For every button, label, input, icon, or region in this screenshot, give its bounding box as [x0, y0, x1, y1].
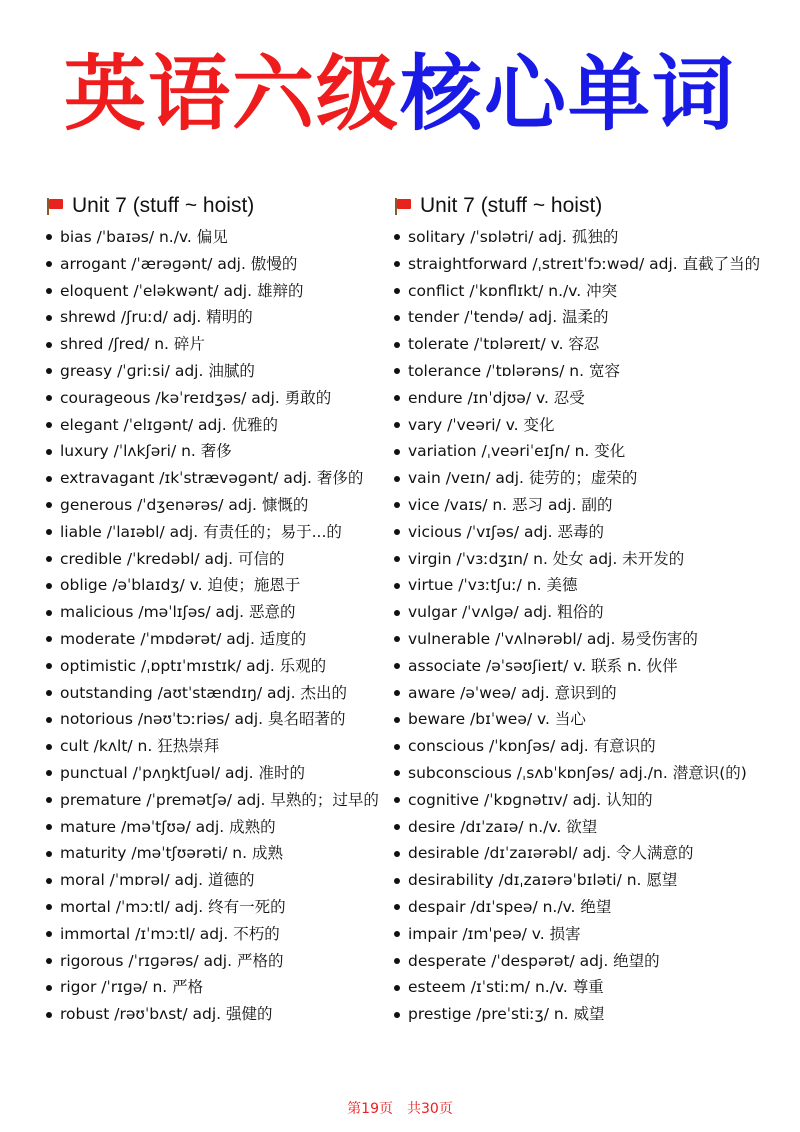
bullet-icon: [46, 234, 52, 240]
word-entry: vulgar /ˈvʌlɡə/ adj. 粗俗的: [408, 603, 604, 622]
word-entry: tolerate /ˈtɒləreɪt/ v. 容忍: [408, 335, 600, 354]
word-entry: tolerance /ˈtɒlərəns/ n. 宽容: [408, 361, 620, 380]
word-entry: oblige /əˈblaɪdʒ/ v. 迫使；施恩于: [60, 576, 301, 595]
word-entry: virtue /ˈvɜːtʃuː/ n. 美德: [408, 576, 578, 595]
list-item: [392, 733, 772, 760]
list-item: [392, 948, 772, 975]
list-item: [44, 921, 389, 948]
right-word-list: [392, 224, 772, 1028]
list-item: [392, 251, 772, 278]
list-item: [392, 894, 772, 921]
word-entry: desirable /dɪˈzaɪərəbl/ adj. 令人满意的: [408, 844, 694, 863]
bullet-icon: [394, 851, 400, 857]
word-entry: vicious /ˈvɪʃəs/ adj. 恶毒的: [408, 522, 604, 541]
list-item: [44, 385, 389, 412]
word-entry: elegant /ˈelɪɡənt/ adj. 优雅的: [60, 415, 279, 434]
list-item: [44, 278, 389, 305]
list-item: [44, 438, 389, 465]
word-entry: courageous /kəˈreɪdʒəs/ adj. 勇敢的: [60, 388, 332, 407]
list-item: [392, 840, 772, 867]
word-entry: punctual /ˈpʌŋktʃuəl/ adj. 准时的: [60, 763, 306, 782]
bullet-icon: [46, 502, 52, 508]
left-column: [44, 190, 389, 1028]
word-entry: vulnerable /ˈvʌlnərəbl/ adj. 易受伤害的: [408, 629, 698, 648]
word-entry: malicious /məˈlɪʃəs/ adj. 恶意的: [60, 603, 296, 622]
bullet-icon: [394, 878, 400, 884]
word-entry: mortal /ˈmɔːtl/ adj. 终有一死的: [60, 897, 286, 916]
word-entry: bias /ˈbaɪəs/ n./v. 偏见: [60, 228, 228, 246]
list-item: [392, 1001, 772, 1028]
bullet-icon: [394, 797, 400, 803]
word-entry: cognitive /ˈkɒɡnətɪv/ adj. 认知的: [408, 790, 653, 809]
list-item: [392, 760, 772, 787]
word-entry: rigorous /ˈrɪɡərəs/ adj. 严格的: [60, 951, 284, 970]
list-item: [392, 680, 772, 707]
bullet-icon: [394, 529, 400, 535]
list-item: [392, 492, 772, 519]
word-entry: tender /ˈtendə/ adj. 温柔的: [408, 308, 609, 327]
list-item: [392, 519, 772, 546]
bullet-icon: [394, 368, 400, 374]
word-entry: desire /dɪˈzaɪə/ n./v. 欲望: [408, 817, 598, 836]
bullet-icon: [394, 770, 400, 776]
bullet-icon: [394, 717, 400, 723]
word-entry: associate /əˈsəʊʃieɪt/ v. 联系 n. 伙伴: [408, 656, 678, 675]
bullet-icon: [394, 234, 400, 240]
bullet-icon: [394, 315, 400, 321]
bullet-icon: [46, 556, 52, 562]
bullet-icon: [394, 422, 400, 428]
red-flag-icon: [392, 195, 414, 217]
list-item: [392, 787, 772, 814]
list-item: [44, 572, 389, 599]
bullet-icon: [394, 502, 400, 508]
bullet-icon: [46, 288, 52, 294]
list-item: [392, 572, 772, 599]
word-entry: liable /ˈlaɪəbl/ adj. 有责任的；易于...的: [60, 522, 342, 541]
bullet-icon: [46, 261, 52, 267]
list-item: [392, 706, 772, 733]
page-footer: [0, 1098, 800, 1118]
bullet-icon: [46, 663, 52, 669]
word-entry: beware /bɪˈweə/ v. 当心: [408, 710, 586, 729]
word-entry: credible /ˈkredəbl/ adj. 可信的: [60, 549, 285, 568]
list-item: [44, 867, 389, 894]
list-item: [392, 358, 772, 385]
word-entry: greasy /ˈɡriːsi/ adj. 油腻的: [60, 361, 255, 380]
list-item: [44, 465, 389, 492]
list-item: [44, 599, 389, 626]
list-item: [44, 1001, 389, 1028]
bullet-icon: [394, 931, 400, 937]
word-entry: mature /məˈtʃʊə/ adj. 成熟的: [60, 817, 276, 836]
list-item: [392, 278, 772, 305]
red-flag-icon: [44, 195, 66, 217]
page-total: 共30页: [407, 1101, 453, 1117]
bullet-icon: [394, 583, 400, 589]
bullet-icon: [46, 315, 52, 321]
bullet-icon: [46, 904, 52, 910]
bullet-icon: [394, 824, 400, 830]
list-item: [392, 304, 772, 331]
bullet-icon: [394, 449, 400, 455]
bullet-icon: [46, 931, 52, 937]
list-item: [44, 680, 389, 707]
bullet-icon: [46, 476, 52, 482]
list-item: [392, 465, 772, 492]
list-item: [44, 626, 389, 653]
word-entry: maturity /məˈtʃʊərəti/ n. 成熟: [60, 844, 283, 863]
list-item: [44, 760, 389, 787]
list-item: [44, 948, 389, 975]
list-item: [392, 224, 772, 251]
bullet-icon: [394, 610, 400, 616]
bullet-icon: [46, 717, 52, 723]
bullet-icon: [46, 342, 52, 348]
word-entry: robust /rəʊˈbʌst/ adj. 强健的: [60, 1005, 273, 1024]
left-word-list: [44, 224, 389, 1028]
word-entry: cult /kʌlt/ n. 狂热崇拜: [60, 737, 220, 756]
word-entry: desirability /dɪˌzaɪərəˈbɪləti/ n. 愿望: [408, 871, 678, 890]
list-item: [44, 894, 389, 921]
list-item: [44, 224, 389, 251]
word-entry: vain /veɪn/ adj. 徒劳的；虚荣的: [408, 469, 638, 488]
list-item: [44, 653, 389, 680]
list-item: [392, 546, 772, 573]
list-item: [392, 385, 772, 412]
list-item: [392, 921, 772, 948]
bullet-icon: [46, 529, 52, 535]
list-item: [392, 412, 772, 439]
word-entry: vary /ˈveəri/ v. 变化: [408, 415, 555, 434]
page-number: 第19页: [347, 1101, 393, 1117]
bullet-icon: [46, 395, 52, 401]
word-entry: subconscious /ˌsʌbˈkɒnʃəs/ adj./n. 潜意识(的): [408, 763, 747, 782]
list-item: [44, 304, 389, 331]
list-item: [44, 787, 389, 814]
list-item: [392, 438, 772, 465]
word-entry: solitary /ˈsɒlətri/ adj. 孤独的: [408, 228, 619, 246]
left-heading-text: Unit 7 (stuff ~ hoist): [72, 194, 255, 217]
right-heading-text: Unit 7 (stuff ~ hoist): [420, 194, 603, 217]
word-entry: eloquent /ˈeləkwənt/ adj. 雄辩的: [60, 281, 304, 300]
bullet-icon: [46, 744, 52, 750]
bullet-icon: [46, 878, 52, 884]
word-entry: generous /ˈdʒenərəs/ adj. 慷慨的: [60, 495, 309, 514]
bullet-icon: [46, 770, 52, 776]
list-item: [392, 626, 772, 653]
bullet-icon: [46, 583, 52, 589]
bullet-icon: [394, 663, 400, 669]
word-entry: arrogant /ˈærəɡənt/ adj. 傲慢的: [60, 254, 298, 273]
list-item: [44, 733, 389, 760]
word-entry: endure /ɪnˈdjʊə/ v. 忍受: [408, 388, 585, 407]
bullet-icon: [46, 824, 52, 830]
bullet-icon: [46, 422, 52, 428]
bullet-icon: [46, 851, 52, 857]
word-entry: premature /ˈpremətʃə/ adj. 早熟的；过早的: [60, 790, 379, 809]
word-entry: impair /ɪmˈpeə/ v. 损害: [408, 924, 581, 943]
list-item: [44, 974, 389, 1001]
bullet-icon: [46, 636, 52, 642]
bullet-icon: [394, 395, 400, 401]
title-part-blue: 核心单词: [400, 47, 737, 142]
page-title: [0, 40, 800, 150]
bullet-icon: [394, 958, 400, 964]
bullet-icon: [46, 610, 52, 616]
word-entry: shrewd /ʃruːd/ adj. 精明的: [60, 308, 253, 327]
list-item: [392, 599, 772, 626]
list-item: [392, 653, 772, 680]
bullet-icon: [394, 1012, 400, 1018]
word-entry: moral /ˈmɒrəl/ adj. 道德的: [60, 871, 255, 890]
list-item: [44, 814, 389, 841]
list-item: [392, 331, 772, 358]
bullet-icon: [394, 556, 400, 562]
word-entry: extravagant /ɪkˈstrævəɡənt/ adj. 奢侈的: [60, 469, 364, 488]
word-entry: virgin /ˈvɜːdʒɪn/ n. 处女 adj. 未开发的: [408, 549, 685, 568]
bullet-icon: [46, 368, 52, 374]
bullet-icon: [394, 690, 400, 696]
bullet-icon: [394, 744, 400, 750]
list-item: [44, 546, 389, 573]
word-entry: prestige /preˈstiːʒ/ n. 威望: [408, 1005, 605, 1024]
list-item: [44, 840, 389, 867]
bullet-icon: [46, 690, 52, 696]
bullet-icon: [46, 985, 52, 991]
list-item: [44, 519, 389, 546]
list-item: [44, 412, 389, 439]
list-item: [392, 974, 772, 1001]
bullet-icon: [394, 476, 400, 482]
word-entry: rigor /ˈrɪɡə/ n. 严格: [60, 978, 204, 997]
bullet-icon: [394, 985, 400, 991]
title-part-red: 英语六级: [63, 47, 400, 142]
word-entry: notorious /nəʊˈtɔːriəs/ adj. 臭名昭著的: [60, 710, 346, 729]
list-item: [44, 251, 389, 278]
word-entry: variation /ˌveəriˈeɪʃn/ n. 变化: [408, 442, 626, 461]
word-entry: aware /əˈweə/ adj. 意识到的: [408, 683, 617, 702]
word-entry: vice /vaɪs/ n. 恶习 adj. 副的: [408, 495, 613, 514]
bullet-icon: [394, 261, 400, 267]
list-item: [392, 867, 772, 894]
list-item: [44, 706, 389, 733]
word-entry: shred /ʃred/ n. 碎片: [60, 335, 205, 354]
list-item: [44, 492, 389, 519]
word-entry: immortal /ɪˈmɔːtl/ adj. 不朽的: [60, 924, 280, 943]
word-entry: luxury /ˈlʌkʃəri/ n. 奢侈: [60, 442, 232, 461]
right-unit-heading: [392, 190, 772, 222]
word-entry: straightforward /ˌstreɪtˈfɔːwəd/ adj. 直截了当的: [408, 254, 761, 273]
bullet-icon: [46, 449, 52, 455]
word-entry: optimistic /ˌɒptɪˈmɪstɪk/ adj. 乐观的: [60, 656, 327, 675]
word-entry: desperate /ˈdespərət/ adj. 绝望的: [408, 951, 660, 970]
word-entry: conflict /ˈkɒnflɪkt/ n./v. 冲突: [408, 281, 618, 300]
bullet-icon: [46, 797, 52, 803]
word-entry: outstanding /aʊtˈstændɪŋ/ adj. 杰出的: [60, 683, 347, 702]
word-entry: moderate /ˈmɒdərət/ adj. 适度的: [60, 629, 307, 648]
bullet-icon: [394, 288, 400, 294]
bullet-icon: [394, 342, 400, 348]
left-unit-heading: [44, 190, 389, 222]
bullet-icon: [46, 958, 52, 964]
bullet-icon: [394, 636, 400, 642]
word-entry: esteem /ɪˈstiːm/ n./v. 尊重: [408, 978, 604, 997]
word-entry: despair /dɪˈspeə/ n./v. 绝望: [408, 897, 612, 916]
bullet-icon: [46, 1012, 52, 1018]
list-item: [44, 358, 389, 385]
bullet-icon: [394, 904, 400, 910]
right-column: [392, 190, 772, 1028]
list-item: [392, 814, 772, 841]
word-entry: conscious /ˈkɒnʃəs/ adj. 有意识的: [408, 737, 656, 756]
list-item: [44, 331, 389, 358]
